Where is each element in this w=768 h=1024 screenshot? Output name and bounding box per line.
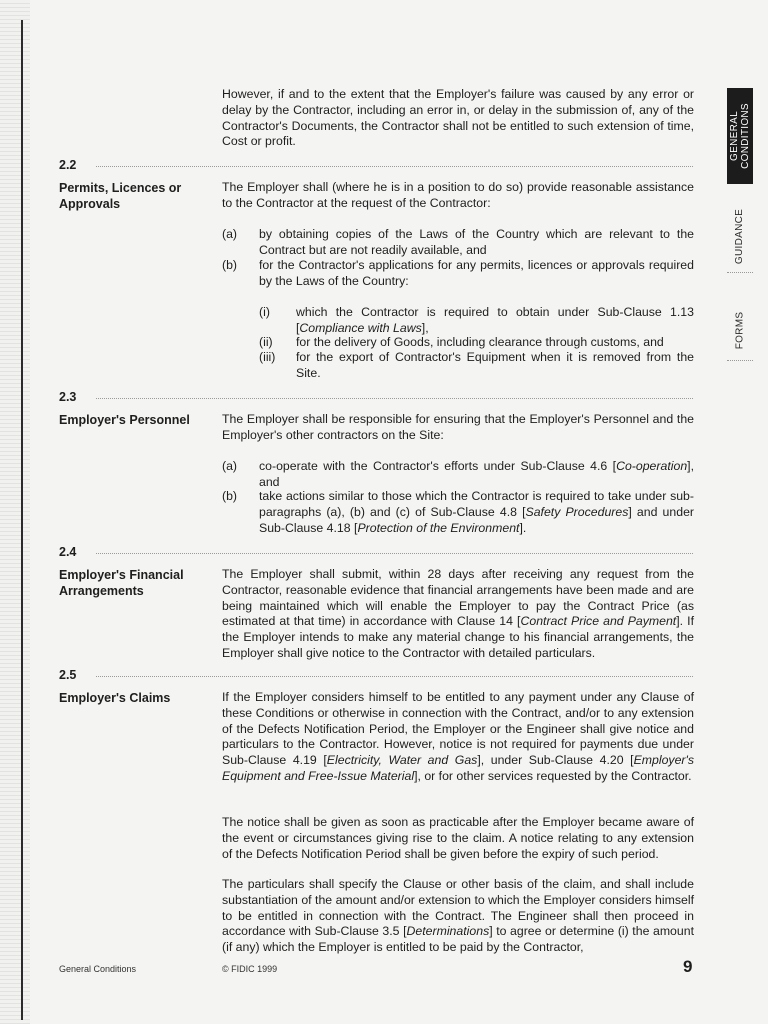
clause-divider: [96, 553, 693, 554]
clause-divider: [96, 398, 693, 399]
clause-2-4-number: 2.4: [59, 545, 77, 559]
clause-2-2-number: 2.2: [59, 158, 77, 172]
clause-2-2-intro: The Employer shall (where he is in a position to do so) provide reasonable assistance to the Contractor at the request of the Contractor:: [222, 180, 694, 210]
footer-left: General Conditions: [59, 964, 137, 974]
sub-item-text: for the export of Contractor's Equipment when it is removed from the Site.: [296, 350, 694, 380]
tab-general-conditions[interactable]: GENERAL CONDITIONS: [727, 88, 753, 184]
tab-guidance[interactable]: GUIDANCE: [727, 200, 753, 273]
sub-item-text: for the delivery of Goods, including clearance through customs, and: [296, 335, 664, 349]
sub-item-label: (ii): [259, 335, 273, 349]
list-item-label: (a): [222, 459, 238, 473]
sub-item-label: (iii): [259, 350, 276, 364]
tab-forms[interactable]: FORMS: [727, 300, 753, 361]
sub-item-label: (i): [259, 305, 270, 319]
list-item-text: for the Contractor's applications for any permits, licences or approvals required by the Laws of the Country:: [259, 258, 694, 288]
intro-paragraph: However, if and to the extent that the Employer's failure was caused by any error or delay by the Contractor, including an error in, or delay in the submission of, any of the Contractor's Documents, the Contractor shall not be entitled to such extension of time, Cost or profit.: [222, 87, 694, 149]
list-item-text: take actions similar to those which the Contractor is required to take under sub-paragraphs (a), (b) and (c) of Sub-Clause 4.8 [Safety Procedures] and under Sub-Clause 4.18 [Protection of the Environment].: [259, 489, 695, 535]
clause-2-5-para-1: If the Employer considers himself to be entitled to any payment under any Clause of these Conditions or otherwise in connection with the Contract, and/or to any extension of the Defects Notification Period, the Employer or the Engineer shall give notice and particulars to the Contractor. However, notice is not required for payments due under Sub-Clause 4.19 [Electricity, Water and Gas], under Sub-Clause 4.20 [Employer's Equipment and Free-Issue Material], or for other services requested by the Contractor.: [222, 690, 694, 783]
clause-2-5-title: Employer's Claims: [59, 691, 171, 705]
list-item-label: (b): [222, 489, 238, 503]
footer-copyright: © FIDIC 1999: [222, 964, 278, 974]
clause-2-3-title: Employer's Personnel: [59, 413, 190, 427]
clause-2-4-body: The Employer shall submit, within 28 days after receiving any request from the Contractor, reasonable evidence that financial arrangements have been made and are being maintained which will enable the Employer to pay the Contract Price (as estimated at that time) in accordance with Clause 14 [Contract Price and Payment]. If the Employer intends to make any material change to his financial arrangements, the Employer shall give notice to the Contractor with detailed particulars.: [222, 567, 694, 660]
document-page: However, if and to the extent that the Employer's failure was caused by any error or delay by the Contractor, including an error in, or delay in the submission of, any of the Contractor's Documents, the Contractor shall not be entitled to such extension of time, Cost or profit. 2.2 Permits, Licences or Approvals The Employer shall (where he is in a position to do so) provide reasonable assistance to the Contractor at the request of the Contractor: (a) by obtaining copies of the Laws of the Country which are relevant to the Contract but are not readily available, and (b) for the Contractor's applications for any permits, licences or approvals required by the Laws of the Country: (i) which the Contractor is required to obtain under Sub-Clause 1.13 [Compliance with Laws], (ii) for the delivery of Goods, including clearance through customs, and (iii) for the export of Contractor's Equipment when it is removed from the Site. 2.3 Employer's Personnel The Employer shall be responsible for ensuring that the Employer's Personnel and the Employer's other contractors on the Site: (a) co-operate with the Contractor's efforts under Sub-Clause 4.6 [Co-operation], and (b) take actions similar to those which the Contractor is required to take under sub-paragraphs (a), (b) and (c) of Sub-Clause 4.8 [Safety Procedures] and under Sub-Clause 4.18 [Protection of the Environment]. 2.4 Employer's Financial Arrangements The Employer shall submit, within 28 days after receiving any request from the Contractor, reasonable evidence that financial arrangements have been made and are being maintained which will enable the Employer to pay the Contract Price (as estimated at that time) in accordance with Clause 14 [Contract Price and Payment]. If the Employer intends to make any material change to his financial arrangements, the Employer shall give notice to the Contractor with detailed particulars. 2.5 Employer's Claims If the Employer considers himself to be entitled to any payment under any Clause of these Conditions or otherwise in connection with the Contract, and/or to any extension of the Defects Notification Period, the Employer or the Engineer shall give notice and particulars to the Contractor. However, notice is not required for payments due under Sub-Clause 4.19 [Electricity, Water and Gas], under Sub-Clause 4.20 [Employer's Equipment and Free-Issue Material], or for other services requested by the Contractor. The notice shall be given as soon as practicable after the Employer became aware of the event or circumstances giving rise to the claim. A notice relating to any extension of the Defects Notification Period shall be given before the expiry of such period. The particulars shall specify the Clause or other basis of the claim, and shall include substantiation of the amount and/or extension to which the Employer considers himself to be entitled in connection with the Contract. The Engineer shall then proceed in accordance with Sub-Clause 3.5 [Determinations] to agree or determine (i) the amount (if any) which the Employer is entitled to be paid by the Contractor, GENERAL CONDITIONS GUIDANCE FORMS General Conditions © FIDIC 1999 9: [59, 87, 751, 976]
clause-2-5-para-2: The notice shall be given as soon as practicable after the Employer became aware of the event or circumstances giving rise to the claim. A notice relating to any extension of the Defects Notification Period shall be given before the expiry of such period.: [222, 815, 694, 861]
clause-2-2-title: Permits, Licences or Approvals: [59, 181, 182, 211]
clause-2-5-para-3: The particulars shall specify the Clause or other basis of the claim, and shall include substantiation of the amount and/or extension to which the Employer considers himself to be entitled in connection with the Contract. The Engineer shall then proceed in accordance with Sub-Clause 3.5 [Determinations] to agree or determine (i) the amount (if any) which the Employer is entitled to be paid by the Contractor,: [222, 877, 694, 955]
clause-2-5-number: 2.5: [59, 668, 77, 682]
clause-divider: [96, 676, 693, 677]
sub-item-text: which the Contractor is required to obtain under Sub-Clause 1.13 [Compliance with Laws],: [296, 305, 694, 335]
clause-2-3-intro: The Employer shall be responsible for ensuring that the Employer's Personnel and the Employer's other contractors on the Site:: [222, 412, 694, 442]
list-item-text: co-operate with the Contractor's efforts under Sub-Clause 4.6 [Co-operation], and: [259, 459, 694, 489]
list-item-text: by obtaining copies of the Laws of the Country which are relevant to the Contract but are not readily available, and: [259, 227, 694, 257]
clause-2-4-title: Employer's Financial Arrangements: [59, 568, 184, 598]
clause-2-3-number: 2.3: [59, 390, 77, 404]
clause-divider: [96, 166, 693, 167]
page-number: 9: [683, 957, 693, 976]
